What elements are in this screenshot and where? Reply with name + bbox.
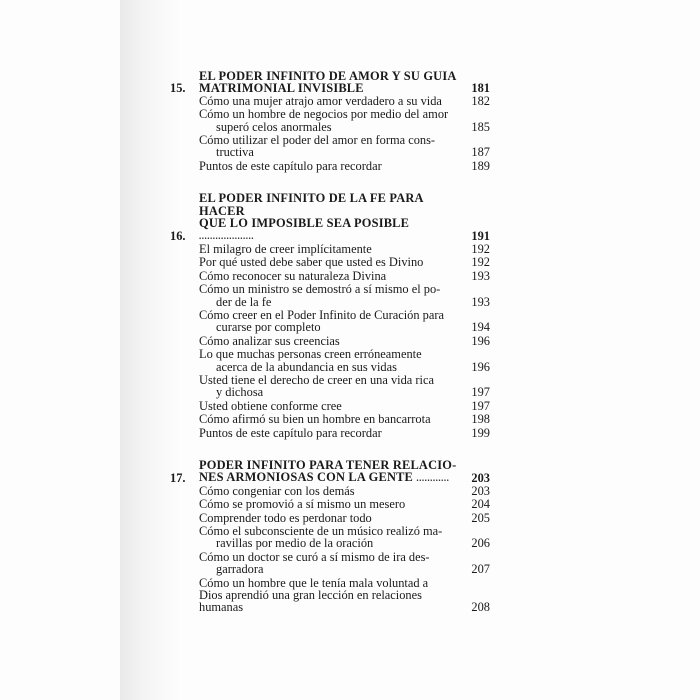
entry-text: Cómo un doctor se curó a sí mismo de ira des- bbox=[199, 549, 430, 564]
entry-text: ravillas por medio de la oración bbox=[216, 536, 374, 551]
toc-entry bbox=[170, 134, 490, 159]
chapter-15 bbox=[170, 70, 490, 172]
entry-text: Usted obtiene conforme cree bbox=[199, 398, 342, 413]
entry-page: 199 bbox=[471, 425, 490, 440]
entry-text: Dios aprendió una gran lección en relaciones bbox=[199, 588, 422, 603]
entry-page: 208 bbox=[471, 600, 490, 615]
chapter-page: 203 bbox=[471, 471, 490, 486]
entry-page: 196 bbox=[471, 333, 490, 348]
entry-page: 189 bbox=[471, 158, 490, 173]
entry-page: 203 bbox=[471, 483, 490, 498]
entry-text: Cómo se promovió a sí mismo un mesero bbox=[199, 497, 406, 512]
chapter-title-line: EL PODER INFINITO DE AMOR Y SU GUIA bbox=[199, 69, 457, 83]
toc-entry bbox=[170, 348, 490, 373]
chapter-title bbox=[199, 70, 462, 95]
entry-text: Cómo un ministro se demostró a sí mismo el po- bbox=[199, 282, 441, 297]
entry-text: humanas bbox=[199, 600, 244, 615]
entry-page: 192 bbox=[471, 241, 490, 256]
entry-text: Por qué usted debe saber que usted es Divino bbox=[199, 255, 424, 270]
chapter-title-line: NES ARMONIOSAS CON LA GENTE ............ bbox=[199, 470, 450, 485]
entry-text: Cómo una mujer atrajo amor verdadero a su vida bbox=[199, 93, 442, 108]
entry-text: Cómo el subconsciente de un músico realizó ma- bbox=[199, 524, 443, 538]
entry-page: 182 bbox=[471, 93, 490, 108]
entry-text: Cómo analizar sus creencias bbox=[199, 333, 340, 348]
entry-text: Cómo un hombre que le tenía mala voluntad a bbox=[199, 575, 429, 590]
toc-entry bbox=[170, 243, 490, 255]
entry-page: 197 bbox=[471, 385, 490, 400]
entry-text: Cómo congeniar con los demás bbox=[199, 483, 355, 498]
toc-entry bbox=[170, 108, 490, 133]
entry-page: 206 bbox=[471, 536, 490, 551]
entry-text: Cómo reconocer su naturaleza Divina bbox=[199, 268, 387, 283]
chapter-heading bbox=[170, 70, 490, 95]
toc-entry bbox=[170, 512, 490, 524]
entry-text: der de la fe bbox=[216, 294, 272, 309]
toc-entry bbox=[170, 577, 490, 614]
dot-leader: ............ bbox=[416, 473, 450, 484]
toc-entry bbox=[170, 400, 490, 412]
entry-text: garradora bbox=[216, 562, 264, 577]
chapter-page: 191 bbox=[471, 229, 490, 244]
toc-entry bbox=[170, 160, 490, 172]
chapter-title-line: MATRIMONIAL INVISIBLE bbox=[199, 81, 364, 96]
entry-text: El milagro de creer implícitamente bbox=[199, 241, 372, 256]
entry-text: Cómo un hombre de negocios por medio del amor bbox=[199, 107, 449, 122]
chapter-title bbox=[199, 459, 462, 485]
chapter-number: 15. bbox=[170, 81, 186, 96]
entry-page: 187 bbox=[471, 145, 490, 160]
toc-entry bbox=[170, 427, 490, 439]
chapter-title-line: QUE LO IMPOSIBLE SEA POSIBLE .................... bbox=[199, 216, 410, 242]
toc-entry bbox=[170, 485, 490, 497]
entry-text: acerca de la abundancia en sus vidas bbox=[216, 359, 397, 374]
toc-entry bbox=[170, 413, 490, 425]
entry-text: Puntos de este capítulo para recordar bbox=[199, 158, 382, 173]
entry-page: 198 bbox=[471, 412, 490, 427]
toc-entry bbox=[170, 283, 490, 308]
entry-page: 196 bbox=[471, 359, 490, 374]
chapter-title-line: EL PODER INFINITO DE LA FE PARA HACER bbox=[199, 191, 423, 218]
entry-text: Lo que muchas personas creen erróneamente bbox=[199, 347, 422, 362]
entry-text: curarse por completo bbox=[216, 320, 321, 335]
entry-page: 185 bbox=[471, 119, 490, 134]
entry-page: 204 bbox=[471, 497, 490, 512]
toc-entry bbox=[170, 525, 490, 550]
entry-page: 205 bbox=[471, 510, 490, 525]
toc-entry bbox=[170, 95, 490, 107]
entry-page: 193 bbox=[471, 294, 490, 309]
chapter-heading bbox=[170, 459, 490, 485]
toc-entry bbox=[170, 309, 490, 334]
entry-page: 197 bbox=[471, 398, 490, 413]
chapter-number: 16. bbox=[170, 229, 186, 244]
chapter-17 bbox=[170, 459, 490, 614]
toc-entry bbox=[170, 270, 490, 282]
entry-text: Cómo afirmó su bien un hombre en bancarrota bbox=[199, 412, 431, 427]
entry-text: Cómo utilizar el poder del amor en forma cons- bbox=[199, 133, 436, 148]
entry-text: y dichosa bbox=[216, 385, 264, 400]
entry-text: Usted tiene el derecho de creer en una vida rica bbox=[199, 372, 434, 387]
entry-text: Comprender todo es perdonar todo bbox=[199, 510, 372, 525]
entry-page: 207 bbox=[471, 562, 490, 577]
entry-text: Puntos de este capítulo para recordar bbox=[199, 425, 382, 440]
chapter-number: 17. bbox=[170, 471, 186, 486]
chapter-16 bbox=[170, 192, 490, 439]
chapter-title-line: PODER INFINITO PARA TENER RELACIO- bbox=[199, 457, 457, 472]
toc-entry bbox=[170, 335, 490, 347]
toc-entry bbox=[170, 374, 490, 399]
entry-text: Cómo creer en el Poder Infinito de Curación para bbox=[199, 307, 444, 322]
entry-page: 193 bbox=[471, 268, 490, 283]
chapter-page: 181 bbox=[471, 81, 490, 96]
toc-entry bbox=[170, 498, 490, 510]
toc-entry bbox=[170, 551, 490, 576]
chapter-title bbox=[199, 192, 462, 243]
chapter-heading bbox=[170, 192, 490, 243]
toc-entry bbox=[170, 256, 490, 268]
entry-text: superó celos anormales bbox=[216, 119, 332, 134]
table-of-contents bbox=[170, 70, 490, 634]
entry-page: 194 bbox=[471, 320, 490, 335]
dot-leader: .................... bbox=[199, 231, 254, 242]
entry-text: tructiva bbox=[216, 145, 254, 160]
entry-page: 192 bbox=[471, 255, 490, 270]
